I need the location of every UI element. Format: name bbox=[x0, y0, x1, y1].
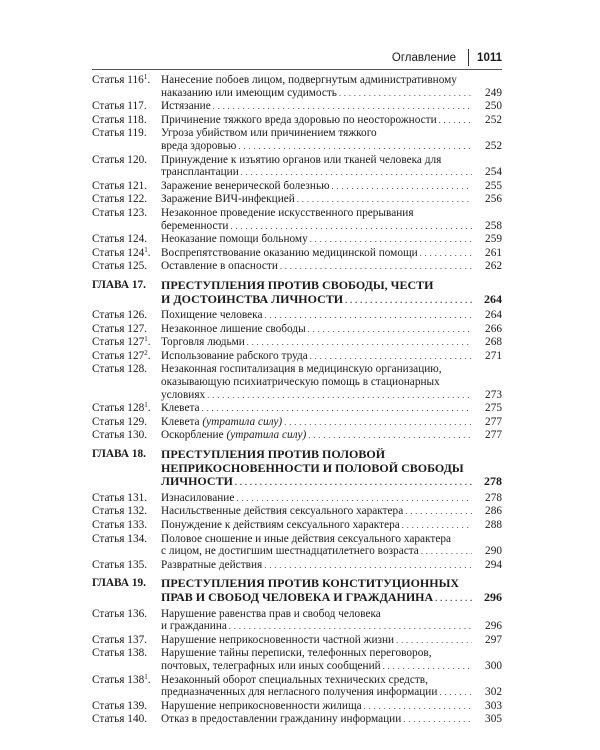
title-last-line bbox=[161, 233, 502, 247]
article-entry[interactable] bbox=[92, 647, 502, 673]
page-number-ref[interactable]: 252 bbox=[485, 139, 502, 152]
article-label bbox=[92, 363, 161, 402]
title-line: Половое сношение и иные действия сексуального характера bbox=[161, 532, 452, 545]
title-text: Насильственные действия сексуального характера bbox=[161, 505, 404, 518]
dot-leader bbox=[383, 660, 472, 674]
title-text: ПРАВ И СВОБОД ЧЕЛОВЕКА И ГРАЖДАНИНА bbox=[161, 589, 434, 604]
page-number-ref[interactable]: 262 bbox=[485, 260, 502, 273]
page-number: 1011 bbox=[477, 51, 502, 64]
running-header bbox=[392, 49, 502, 66]
dot-leader bbox=[396, 634, 472, 648]
title-last-line bbox=[161, 416, 502, 430]
page-number-ref[interactable]: 303 bbox=[485, 699, 502, 712]
title-note: (утратила силу) bbox=[226, 429, 307, 442]
page-number-ref[interactable]: 302 bbox=[485, 686, 502, 699]
dot-leader bbox=[284, 416, 472, 430]
entry-body bbox=[161, 674, 502, 700]
article-entry[interactable] bbox=[92, 559, 502, 573]
page-number-ref[interactable]: 294 bbox=[485, 558, 502, 571]
article-entry[interactable] bbox=[92, 260, 502, 274]
chapter-entry[interactable] bbox=[92, 448, 502, 490]
dot-leader bbox=[421, 545, 472, 559]
title-text: Воспрепятствование оказанию медицинской помощи bbox=[161, 246, 418, 259]
title-last-line bbox=[161, 492, 502, 506]
label-text: ГЛАВА 19. bbox=[92, 577, 146, 590]
entry-body bbox=[161, 154, 502, 180]
title-last-line bbox=[161, 140, 502, 154]
title-text: Похищение человека bbox=[161, 309, 263, 322]
title-line: ПРЕСТУПЛЕНИЯ ПРОТИВ ПОЛОВОЙ bbox=[161, 447, 386, 462]
title-last-line bbox=[161, 620, 502, 634]
title-line: ПРЕСТУПЛЕНИЯ ПРОТИВ КОНСТИТУЦИОННЫХ bbox=[161, 576, 460, 591]
title-text: Использование рабского труда bbox=[161, 349, 308, 362]
dot-leader bbox=[308, 323, 472, 337]
article-label: Статья $128^1$. bbox=[92, 401, 151, 415]
title-text: беременности bbox=[161, 219, 229, 232]
title-last-line bbox=[161, 336, 502, 350]
entry-body bbox=[161, 577, 502, 605]
page-number-ref[interactable]: 255 bbox=[485, 179, 502, 192]
article-label bbox=[92, 233, 161, 247]
chapter-label bbox=[92, 577, 161, 605]
article-entry[interactable] bbox=[92, 608, 502, 634]
title-text: Заражение венерической болезнью bbox=[161, 179, 330, 192]
title-text: Оставление в опасности bbox=[161, 260, 278, 273]
page-number-ref[interactable]: 268 bbox=[485, 336, 502, 349]
article-entry[interactable] bbox=[92, 309, 502, 323]
title-text: трансплантации bbox=[161, 166, 239, 179]
page-number-ref[interactable]: 254 bbox=[485, 166, 502, 179]
article-entry[interactable] bbox=[92, 634, 502, 648]
title-note: (утратила силу) bbox=[202, 415, 283, 428]
title-last-line bbox=[161, 475, 502, 490]
article-label bbox=[92, 647, 161, 673]
article-label bbox=[92, 492, 161, 506]
dot-leader bbox=[402, 519, 472, 533]
title-text: Отказ в предоставлении гражданину информации bbox=[161, 713, 402, 726]
label-text: Статья 137. bbox=[92, 633, 148, 646]
label-text: Статья 133. bbox=[92, 519, 148, 531]
article-entry[interactable] bbox=[92, 247, 502, 261]
page-number-ref[interactable]: 305 bbox=[485, 713, 502, 726]
title-line: оказывающую психиатрическую помощь в стационарных bbox=[161, 376, 440, 389]
title-line: Незаконный оборот специальных технических средств, bbox=[161, 673, 428, 686]
entry-body bbox=[161, 519, 502, 533]
label-text: Статья 128. bbox=[92, 363, 148, 376]
label-text: Статья 117. bbox=[92, 100, 147, 113]
article-label bbox=[92, 127, 161, 153]
dot-leader bbox=[364, 700, 472, 714]
title-last-line bbox=[161, 519, 502, 533]
label-text: Статья 127 bbox=[92, 336, 145, 349]
page-number-ref[interactable]: 278 bbox=[485, 491, 502, 504]
entry-body bbox=[161, 533, 502, 559]
title-line: НЕПРИКОСНОВЕННОСТИ И ПОЛОВОЙ СВОБОДЫ bbox=[161, 460, 464, 475]
dot-leader bbox=[238, 140, 472, 154]
title-text: Изнасилование bbox=[161, 491, 235, 504]
entry-body bbox=[161, 448, 502, 490]
title-last-line bbox=[161, 634, 502, 648]
label-superscript: 1 bbox=[143, 73, 148, 81]
page-number-ref[interactable]: 296 bbox=[485, 620, 502, 633]
title-line: ПРЕСТУПЛЕНИЯ ПРОТИВ СВОБОДЫ, ЧЕСТИ bbox=[161, 277, 434, 292]
page-number-ref[interactable]: 258 bbox=[485, 219, 502, 232]
title-text: Понуждение к действиям сексуального характера bbox=[161, 519, 400, 531]
page-number-ref[interactable]: 256 bbox=[485, 193, 502, 206]
title-last-line bbox=[161, 87, 502, 101]
title-text: Причинение тяжкого вреда здоровью по неосторожности bbox=[161, 113, 437, 126]
chapter-entry[interactable] bbox=[92, 577, 502, 605]
title-line: Принуждение к изъятию органов или тканей человека для bbox=[161, 153, 442, 166]
title-last-line bbox=[161, 545, 502, 559]
article-entry[interactable] bbox=[92, 429, 502, 443]
article-label bbox=[92, 519, 161, 533]
page-number-ref[interactable]: 288 bbox=[485, 519, 502, 531]
article-label bbox=[92, 309, 161, 323]
page-number-ref[interactable]: 259 bbox=[485, 233, 502, 246]
label-text: Статья 138 bbox=[92, 673, 145, 686]
label-text: ГЛАВА 17. bbox=[92, 278, 146, 291]
entry-body bbox=[161, 363, 502, 402]
title-last-line bbox=[161, 293, 502, 308]
article-entry[interactable] bbox=[92, 323, 502, 337]
page-number-ref[interactable]: 252 bbox=[485, 113, 502, 126]
label-superscript: 2 bbox=[144, 348, 148, 357]
entry-body bbox=[161, 279, 502, 307]
page-number-ref[interactable]: 296 bbox=[484, 589, 502, 604]
entry-body bbox=[161, 713, 502, 727]
title-last-line bbox=[161, 389, 502, 403]
entry-body bbox=[161, 559, 502, 573]
article-label bbox=[92, 416, 161, 430]
entry-body bbox=[161, 207, 502, 233]
title-text: предназначенных для негласного получения информации bbox=[161, 686, 438, 699]
entry-body bbox=[161, 247, 502, 261]
title-last-line bbox=[161, 660, 502, 674]
label-text: Статья 128 bbox=[92, 402, 145, 415]
label-text: Статья 134. bbox=[92, 532, 148, 545]
article-label: Статья $127^1$. bbox=[92, 335, 151, 349]
title-text: Заражение ВИЧ-инфекцией bbox=[161, 193, 295, 206]
chapter-label bbox=[92, 448, 161, 490]
article-entry[interactable] bbox=[92, 533, 502, 559]
title-line: Нанесение побоев лицом, подвергнутым административному bbox=[161, 74, 457, 86]
entry-body bbox=[161, 429, 502, 443]
title-last-line bbox=[161, 166, 502, 180]
label-superscript: 1 bbox=[144, 672, 148, 681]
article-entry[interactable] bbox=[92, 402, 502, 416]
dot-leader bbox=[207, 389, 472, 403]
article-label bbox=[92, 700, 161, 714]
article-entry[interactable] bbox=[92, 100, 502, 114]
entry-body bbox=[161, 180, 502, 194]
page-number-ref[interactable]: 290 bbox=[485, 545, 502, 558]
entry-body bbox=[161, 608, 502, 634]
entry-body bbox=[161, 634, 502, 648]
entry-body bbox=[161, 492, 502, 506]
label-text: Статья 127. bbox=[92, 322, 148, 335]
article-label: Статья $127^2$. bbox=[92, 348, 151, 362]
dot-leader bbox=[236, 492, 472, 506]
article-entry[interactable] bbox=[92, 700, 502, 714]
title-last-line bbox=[161, 402, 502, 416]
title-last-line bbox=[161, 323, 502, 337]
title-text: с лицом, не достигшим шестнадцатилетнего возраста bbox=[161, 545, 419, 558]
entry-body bbox=[161, 260, 502, 274]
section-title: Оглавление bbox=[391, 51, 457, 64]
entry-body bbox=[161, 193, 502, 207]
label-text: Статья 126. bbox=[92, 309, 148, 322]
label-text: Статья 122. bbox=[92, 193, 148, 206]
header-rule bbox=[92, 69, 502, 70]
page-number-ref[interactable]: 264 bbox=[485, 309, 502, 322]
label-text: Статья 120. bbox=[92, 153, 148, 166]
label-text: Статья 138. bbox=[92, 647, 148, 660]
label-text: Статья 130. bbox=[92, 429, 148, 442]
label-text: Статья 119. bbox=[92, 127, 147, 140]
title-last-line bbox=[161, 193, 502, 207]
dot-leader bbox=[264, 309, 472, 323]
page-number-ref[interactable]: 277 bbox=[485, 429, 502, 442]
page-number-ref[interactable]: 273 bbox=[485, 388, 502, 401]
dot-leader bbox=[230, 220, 472, 234]
dot-leader bbox=[308, 429, 472, 443]
title-text: Оскорбление bbox=[161, 429, 224, 442]
title-last-line bbox=[161, 309, 502, 323]
article-label bbox=[92, 323, 161, 337]
dot-leader bbox=[403, 713, 472, 727]
entry-body bbox=[161, 647, 502, 673]
article-label bbox=[92, 713, 161, 727]
dot-leader bbox=[435, 591, 472, 606]
dot-leader bbox=[247, 336, 472, 350]
entry-body bbox=[161, 74, 502, 100]
entry-body bbox=[161, 127, 502, 153]
article-label bbox=[92, 634, 161, 648]
article-entry[interactable] bbox=[92, 674, 502, 700]
title-last-line bbox=[161, 686, 502, 700]
dot-leader bbox=[405, 505, 472, 519]
article-label bbox=[92, 114, 161, 128]
article-label bbox=[92, 260, 161, 274]
entry-body bbox=[161, 350, 502, 364]
title-text: Клевета bbox=[161, 402, 200, 415]
article-label bbox=[92, 193, 161, 207]
article-entry[interactable] bbox=[92, 336, 502, 350]
article-entry[interactable] bbox=[92, 74, 502, 100]
dot-leader bbox=[264, 559, 472, 573]
title-last-line bbox=[161, 220, 502, 234]
page-number-ref[interactable]: 275 bbox=[485, 402, 502, 415]
entry-body bbox=[161, 323, 502, 337]
entry-body bbox=[161, 114, 502, 128]
title-text: Истязание bbox=[161, 100, 211, 113]
label-text: ГЛАВА 18. bbox=[92, 448, 146, 461]
entry-body bbox=[161, 700, 502, 714]
dot-leader bbox=[297, 193, 472, 207]
entry-body bbox=[161, 309, 502, 323]
page-number-ref[interactable]: 271 bbox=[485, 349, 502, 362]
title-last-line bbox=[161, 505, 502, 519]
label-text: Статья 125. bbox=[92, 260, 148, 273]
label-text: Статья 123. bbox=[92, 206, 148, 219]
article-label: Статья $138^1$. bbox=[92, 672, 151, 686]
dot-leader bbox=[229, 620, 472, 634]
article-entry[interactable] bbox=[92, 505, 502, 519]
label-text: Статья 131. bbox=[92, 491, 148, 504]
dot-leader bbox=[202, 402, 472, 416]
dot-leader bbox=[339, 87, 472, 101]
title-text: Нарушение неприкосновенности частной жизни bbox=[161, 633, 395, 646]
title-line: Нарушение равенства прав и свобод человека bbox=[161, 607, 381, 620]
article-entry[interactable] bbox=[92, 350, 502, 364]
entry-body bbox=[161, 233, 502, 247]
label-superscript: 1 bbox=[144, 335, 148, 344]
dot-leader bbox=[280, 260, 472, 274]
article-label bbox=[92, 533, 161, 559]
title-line: Угроза убийством или причинением тяжкого bbox=[161, 127, 377, 140]
page-number-ref[interactable]: 250 bbox=[485, 100, 502, 113]
title-last-line bbox=[161, 114, 502, 128]
article-label bbox=[92, 207, 161, 233]
title-text: вреда здоровью bbox=[161, 139, 237, 152]
title-text: почтовых, телеграфных или иных сообщений bbox=[161, 659, 381, 672]
page-number-ref[interactable]: 266 bbox=[485, 322, 502, 335]
page-number-ref[interactable]: 277 bbox=[485, 415, 502, 428]
label-text: Статья 116 bbox=[92, 74, 144, 86]
dot-leader bbox=[345, 293, 472, 308]
article-label bbox=[92, 608, 161, 634]
dot-leader bbox=[420, 247, 472, 261]
label-text: Статья 140. bbox=[92, 713, 148, 726]
chapter-label bbox=[92, 279, 161, 307]
page-number-ref[interactable]: 261 bbox=[485, 246, 502, 259]
page-number-ref[interactable]: 264 bbox=[484, 291, 502, 306]
entry-body bbox=[161, 336, 502, 350]
title-last-line bbox=[161, 100, 502, 114]
label-text: Статья 127 bbox=[92, 349, 145, 362]
title-last-line bbox=[161, 260, 502, 274]
label-text: Статья 121. bbox=[92, 179, 148, 192]
article-label bbox=[92, 559, 161, 573]
chapter-entry[interactable] bbox=[92, 279, 502, 307]
article-label: Статья $116^1$. bbox=[92, 73, 151, 86]
title-last-line bbox=[161, 247, 502, 261]
article-entry[interactable] bbox=[92, 114, 502, 128]
dot-leader bbox=[235, 475, 472, 490]
title-last-line bbox=[161, 559, 502, 573]
dot-leader bbox=[310, 233, 472, 247]
label-superscript: 1 bbox=[144, 245, 148, 254]
page-number-ref[interactable]: 297 bbox=[485, 633, 502, 646]
entry-body bbox=[161, 402, 502, 416]
article-label bbox=[92, 180, 161, 194]
label-text: Статья 136. bbox=[92, 607, 148, 620]
title-last-line bbox=[161, 713, 502, 727]
title-last-line bbox=[161, 350, 502, 364]
title-last-line bbox=[161, 700, 502, 714]
title-text: Неоказание помощи больному bbox=[161, 233, 308, 246]
title-text: условиях bbox=[161, 388, 206, 401]
article-entry[interactable] bbox=[92, 492, 502, 506]
title-last-line bbox=[161, 591, 502, 606]
page-number-ref[interactable]: 278 bbox=[484, 474, 502, 489]
title-line: Незаконное проведение искусственного прерывания bbox=[161, 206, 414, 219]
title-line: Незаконная госпитализация в медицинскую организацию, bbox=[161, 363, 442, 376]
label-text: Статья 118. bbox=[92, 113, 147, 126]
title-line: Нарушение тайны переписки, телефонных переговоров, bbox=[161, 647, 432, 660]
title-last-line bbox=[161, 429, 502, 443]
page-number-ref[interactable]: 300 bbox=[485, 659, 502, 672]
dot-leader bbox=[213, 100, 472, 114]
title-text: Незаконное лишение свободы bbox=[161, 322, 306, 335]
label-text: Статья 132. bbox=[92, 505, 148, 518]
label-superscript: 1 bbox=[144, 401, 148, 410]
page-number-ref[interactable]: 249 bbox=[485, 86, 502, 99]
table-of-contents bbox=[92, 74, 502, 727]
article-label bbox=[92, 100, 161, 114]
dot-leader bbox=[439, 114, 472, 128]
title-text: и гражданина bbox=[161, 620, 227, 633]
title-text: И ДОСТОИНСТВА ЛИЧНОСТИ bbox=[161, 291, 344, 306]
article-label bbox=[92, 154, 161, 180]
article-entry[interactable] bbox=[92, 233, 502, 247]
title-text: наказанию или имеющим судимость bbox=[161, 86, 337, 99]
label-text: Статья 124 bbox=[92, 246, 145, 259]
label-text: Статья 139. bbox=[92, 699, 148, 712]
label-text: Статья 124. bbox=[92, 233, 148, 246]
label-text: Статья 129. bbox=[92, 415, 148, 428]
article-entry[interactable] bbox=[92, 180, 502, 194]
title-text: Нарушение неприкосновенности жилища bbox=[161, 699, 362, 712]
article-entry[interactable] bbox=[92, 363, 502, 402]
page-number-ref[interactable]: 286 bbox=[485, 505, 502, 518]
article-entry[interactable] bbox=[92, 207, 502, 233]
article-entry[interactable] bbox=[92, 416, 502, 430]
entry-body bbox=[161, 505, 502, 519]
dot-leader bbox=[310, 350, 472, 364]
title-text: Клевета bbox=[161, 415, 200, 428]
article-label bbox=[92, 429, 161, 443]
article-entry[interactable] bbox=[92, 127, 502, 153]
label-text: Статья 135. bbox=[92, 558, 148, 571]
article-entry[interactable] bbox=[92, 519, 502, 533]
dot-leader bbox=[241, 166, 472, 180]
title-last-line bbox=[161, 180, 502, 194]
title-text: Торговля людьми bbox=[161, 336, 245, 349]
article-label: Статья $124^1$. bbox=[92, 245, 151, 259]
article-entry[interactable] bbox=[92, 154, 502, 180]
dot-leader bbox=[332, 180, 472, 194]
header-separator bbox=[468, 49, 469, 66]
article-entry[interactable] bbox=[92, 713, 502, 727]
title-text: ЛИЧНОСТИ bbox=[161, 474, 233, 489]
title-text: Развратные действия bbox=[161, 558, 263, 571]
entry-body bbox=[161, 416, 502, 430]
dot-leader bbox=[439, 686, 472, 700]
entry-body bbox=[161, 100, 502, 114]
article-label bbox=[92, 505, 161, 519]
article-entry[interactable] bbox=[92, 193, 502, 207]
